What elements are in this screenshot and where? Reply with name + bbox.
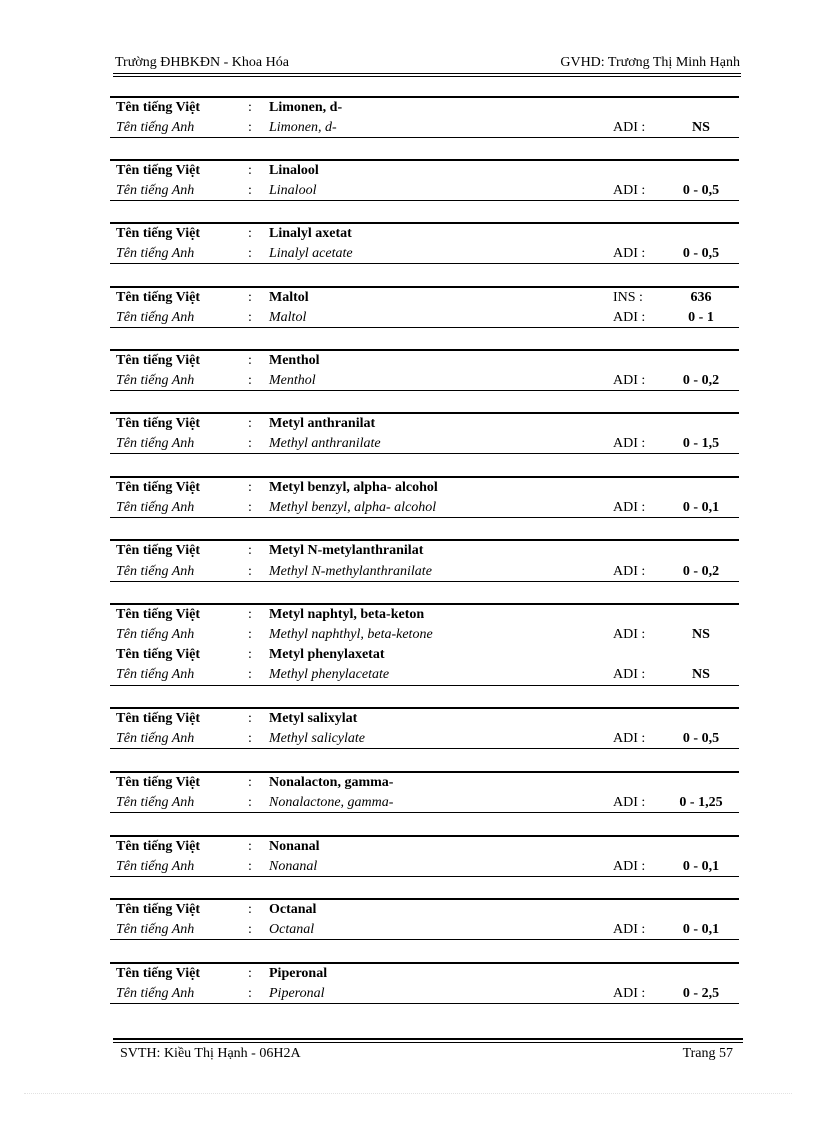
- entry-block: [110, 707, 739, 749]
- colon: :: [248, 564, 252, 579]
- entry-top-rule: [110, 771, 739, 773]
- adi-value: 0 - 0,5: [682, 731, 720, 746]
- label-en: Tên tiếng Anh: [116, 627, 195, 642]
- label-vn: Tên tiếng Việt: [116, 480, 200, 495]
- colon: :: [248, 500, 252, 515]
- ins-tag: INS :: [613, 290, 643, 305]
- header-supervisor: GVHD: Trương Thị Minh Hạnh: [560, 55, 740, 70]
- label-vn: Tên tiếng Việt: [116, 966, 200, 981]
- entry-top-rule: [110, 222, 739, 224]
- label-vn: Tên tiếng Việt: [116, 290, 200, 305]
- name-en: Methyl naphthyl, beta-ketone: [269, 627, 433, 642]
- name-vn: Linalool: [269, 163, 319, 178]
- entry-row-vn: [110, 839, 739, 859]
- header-school: Trường ĐHBKĐN - Khoa Hóa: [115, 55, 289, 70]
- entry-block: [110, 96, 739, 138]
- adi-value: NS: [692, 120, 710, 135]
- label-vn: Tên tiếng Việt: [116, 902, 200, 917]
- colon: :: [248, 966, 252, 981]
- entry-block: [110, 286, 739, 328]
- name-en: Maltol: [269, 310, 307, 325]
- entry-block: [110, 962, 739, 1004]
- entry-row-en: [110, 667, 739, 687]
- name-vn: Piperonal: [269, 966, 328, 981]
- entry-row-vn: [110, 226, 739, 246]
- name-en: Nonanal: [269, 859, 318, 874]
- entry-row-vn: [110, 353, 739, 373]
- adi-tag: ADI :: [613, 436, 646, 451]
- adi-value: 0 - 0,5: [682, 183, 720, 198]
- name-en: Piperonal: [269, 986, 325, 1001]
- colon: :: [248, 647, 252, 662]
- colon: :: [248, 373, 252, 388]
- colon: :: [248, 290, 252, 305]
- colon: :: [248, 986, 252, 1001]
- entry-block: [110, 898, 739, 940]
- entry-row-vn: [110, 163, 739, 183]
- entry-top-rule: [110, 835, 739, 837]
- name-en: Limonen, d-: [269, 120, 337, 135]
- colon: :: [248, 902, 252, 917]
- name-vn: Nonalacton, gamma-: [269, 775, 394, 790]
- label-vn: Tên tiếng Việt: [116, 543, 200, 558]
- colon: :: [248, 543, 252, 558]
- footer-rule-second: [113, 1042, 743, 1043]
- entry-top-rule: [110, 349, 739, 351]
- name-vn: Metyl salixylat: [269, 711, 358, 726]
- entry-block: [110, 159, 739, 201]
- adi-value: 0 - 0,1: [682, 500, 720, 515]
- entry-bottom-rule: [110, 390, 739, 391]
- name-vn: Maltol: [269, 290, 309, 305]
- label-vn: Tên tiếng Việt: [116, 607, 200, 622]
- colon: :: [248, 775, 252, 790]
- adi-value: 0 - 0,1: [682, 859, 720, 874]
- colon: :: [248, 607, 252, 622]
- name-vn: Menthol: [269, 353, 320, 368]
- label-en: Tên tiếng Anh: [116, 120, 195, 135]
- adi-tag: ADI :: [613, 627, 646, 642]
- colon: :: [248, 246, 252, 261]
- label-vn: Tên tiếng Việt: [116, 100, 200, 115]
- entry-row-vn: [110, 480, 739, 500]
- page-header: [115, 55, 740, 75]
- adi-tag: ADI :: [613, 564, 646, 579]
- entry-row-vn: [110, 775, 739, 795]
- entry-bottom-rule: [110, 327, 739, 328]
- entry-top-rule: [110, 539, 739, 541]
- colon: :: [248, 120, 252, 135]
- footer-rule: [113, 1038, 743, 1040]
- name-en: Octanal: [269, 922, 315, 937]
- label-en: Tên tiếng Anh: [116, 731, 195, 746]
- header-rule: [113, 73, 741, 74]
- label-vn: Tên tiếng Việt: [116, 163, 200, 178]
- entry-bottom-rule: [110, 748, 739, 749]
- name-vn: Metyl phenylaxetat: [269, 647, 385, 662]
- label-vn: Tên tiếng Việt: [116, 416, 200, 431]
- entry-bottom-rule: [110, 685, 739, 686]
- label-en: Tên tiếng Anh: [116, 310, 195, 325]
- name-en: Menthol: [269, 373, 316, 388]
- adi-tag: ADI :: [613, 373, 646, 388]
- adi-value: 0 - 1,25: [679, 795, 723, 810]
- name-en: Methyl N-methylanthranilate: [269, 564, 432, 579]
- name-vn: Limonen, d-: [269, 100, 343, 115]
- footer-student: SVTH: Kiều Thị Hạnh - 06H2A: [120, 1046, 301, 1061]
- label-vn: Tên tiếng Việt: [116, 775, 200, 790]
- adi-value: NS: [692, 667, 710, 682]
- name-en: Linalool: [269, 183, 317, 198]
- colon: :: [248, 627, 252, 642]
- entry-top-rule: [110, 286, 739, 288]
- adi-tag: ADI :: [613, 859, 646, 874]
- entry-block: [110, 771, 739, 813]
- adi-value: 0 - 0,2: [682, 564, 720, 579]
- entry-bottom-rule: [110, 453, 739, 454]
- label-en: Tên tiếng Anh: [116, 922, 195, 937]
- adi-tag: ADI :: [613, 246, 646, 261]
- colon: :: [248, 436, 252, 451]
- adi-tag: ADI :: [613, 120, 646, 135]
- label-vn: Tên tiếng Việt: [116, 647, 200, 662]
- adi-tag: ADI :: [613, 310, 646, 325]
- entry-row-vn: [110, 966, 739, 986]
- entry-block: [110, 349, 739, 391]
- name-vn: Octanal: [269, 902, 317, 917]
- colon: :: [248, 839, 252, 854]
- colon: :: [248, 353, 252, 368]
- label-vn: Tên tiếng Việt: [116, 226, 200, 241]
- entry-row-en: [110, 627, 739, 647]
- colon: :: [248, 226, 252, 241]
- entry-block: [110, 603, 739, 686]
- entry-bottom-rule: [110, 517, 739, 518]
- entry-block: [110, 476, 739, 518]
- entry-top-rule: [110, 898, 739, 900]
- entry-row-vn: [110, 543, 739, 563]
- entry-block: [110, 222, 739, 264]
- entry-row-vn: [110, 902, 739, 922]
- entry-row-vn: [110, 100, 739, 120]
- colon: :: [248, 163, 252, 178]
- header-rule-second: [113, 76, 741, 77]
- name-en: Methyl phenylacetate: [269, 667, 390, 682]
- entry-bottom-rule: [110, 1003, 739, 1004]
- adi-value: 0 - 0,1: [682, 922, 720, 937]
- entry-block: [110, 412, 739, 454]
- name-en: Nonalactone, gamma-: [269, 795, 394, 810]
- adi-tag: ADI :: [613, 922, 646, 937]
- page-edge-divider: [24, 1093, 792, 1094]
- name-vn: Metyl benzyl, alpha- alcohol: [269, 480, 438, 495]
- entry-top-rule: [110, 707, 739, 709]
- label-en: Tên tiếng Anh: [116, 859, 195, 874]
- entry-bottom-rule: [110, 876, 739, 877]
- entry-block: [110, 835, 739, 877]
- adi-tag: ADI :: [613, 500, 646, 515]
- colon: :: [248, 480, 252, 495]
- entry-top-rule: [110, 96, 739, 98]
- entry-row-vn: [110, 711, 739, 731]
- colon: :: [248, 859, 252, 874]
- entry-row-vn: [110, 647, 739, 667]
- name-en: Methyl anthranilate: [269, 436, 381, 451]
- name-vn: Linalyl axetat: [269, 226, 352, 241]
- label-en: Tên tiếng Anh: [116, 795, 195, 810]
- entry-bottom-rule: [110, 939, 739, 940]
- colon: :: [248, 731, 252, 746]
- label-en: Tên tiếng Anh: [116, 564, 195, 579]
- adi-value: 0 - 2,5: [682, 986, 720, 1001]
- entry-bottom-rule: [110, 581, 739, 582]
- entry-bottom-rule: [110, 263, 739, 264]
- name-vn: Nonanal: [269, 839, 320, 854]
- entry-bottom-rule: [110, 200, 739, 201]
- label-en: Tên tiếng Anh: [116, 436, 195, 451]
- ins-value: 636: [690, 290, 712, 305]
- adi-tag: ADI :: [613, 986, 646, 1001]
- entry-top-rule: [110, 412, 739, 414]
- label-en: Tên tiếng Anh: [116, 986, 195, 1001]
- adi-value: 0 - 0,5: [682, 246, 720, 261]
- entry-row-vn: [110, 290, 739, 310]
- name-en: Methyl salicylate: [269, 731, 366, 746]
- entry-bottom-rule: [110, 137, 739, 138]
- label-vn: Tên tiếng Việt: [116, 839, 200, 854]
- colon: :: [248, 100, 252, 115]
- entry-row-vn: [110, 416, 739, 436]
- entry-top-rule: [110, 962, 739, 964]
- colon: :: [248, 310, 252, 325]
- adi-tag: ADI :: [613, 795, 646, 810]
- entry-top-rule: [110, 159, 739, 161]
- entry-top-rule: [110, 476, 739, 478]
- adi-tag: ADI :: [613, 667, 646, 682]
- colon: :: [248, 416, 252, 431]
- adi-value: NS: [692, 627, 710, 642]
- colon: :: [248, 183, 252, 198]
- adi-tag: ADI :: [613, 731, 646, 746]
- name-en: Methyl benzyl, alpha- alcohol: [269, 500, 437, 515]
- page-number: Trang 57: [682, 1046, 733, 1061]
- entry-block: [110, 539, 739, 582]
- adi-value: 0 - 1: [688, 310, 714, 325]
- label-vn: Tên tiếng Việt: [116, 353, 200, 368]
- name-vn: Metyl naphtyl, beta-keton: [269, 607, 425, 622]
- label-en: Tên tiếng Anh: [116, 667, 195, 682]
- colon: :: [248, 795, 252, 810]
- entry-top-rule: [110, 603, 739, 605]
- colon: :: [248, 667, 252, 682]
- label-en: Tên tiếng Anh: [116, 373, 195, 388]
- colon: :: [248, 711, 252, 726]
- label-en: Tên tiếng Anh: [116, 246, 195, 261]
- colon: :: [248, 922, 252, 937]
- label-en: Tên tiếng Anh: [116, 183, 195, 198]
- adi-value: 0 - 1,5: [682, 436, 720, 451]
- adi-value: 0 - 0,2: [682, 373, 720, 388]
- label-en: Tên tiếng Anh: [116, 500, 195, 515]
- name-en: Linalyl acetate: [269, 246, 353, 261]
- entry-bottom-rule: [110, 812, 739, 813]
- adi-tag: ADI :: [613, 183, 646, 198]
- page-footer: [120, 1046, 733, 1066]
- name-vn: Metyl N-metylanthranilat: [269, 543, 424, 558]
- entry-row-vn: [110, 607, 739, 627]
- name-vn: Metyl anthranilat: [269, 416, 376, 431]
- label-vn: Tên tiếng Việt: [116, 711, 200, 726]
